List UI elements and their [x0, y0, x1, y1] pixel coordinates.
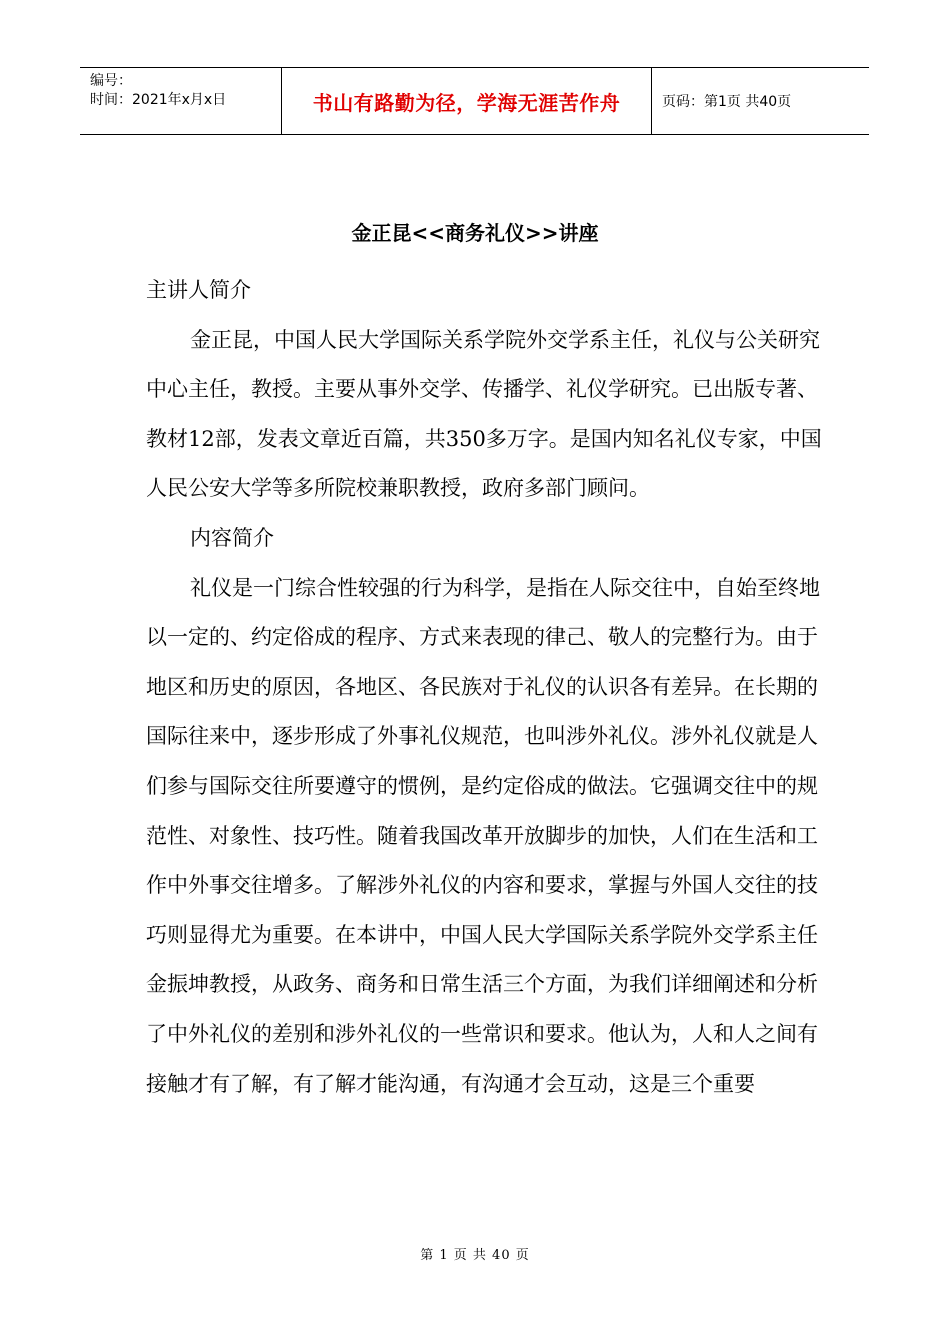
document-header — [80, 67, 869, 135]
header-motto: 书山有路勤为径，学海无涯苦作舟 — [282, 68, 652, 134]
content-intro-paragraph: 礼仪是一门综合性较强的行为科学，是指在人际交往中，自始至终地以一定的、约定俗成的程序、方式来表现的律己、敬人的完整行为。由于地区和历史的原因，各地区、各民族对于礼仪的认识各有差异。在长期的国际往来中，逐步形成了外事礼仪规范，也叫涉外礼仪。涉外礼仪就是人们参与国际交往所要遵守的惯例，是约定俗成的做法。它强调交往中的规范性、对象性、技巧性。随着我国改革开放脚步的加快，人们在生活和工作中外事交往增多。了解涉外礼仪的内容和要求，掌握与外国人交往的技巧则显得尤为重要。在本讲中，中国人民大学国际关系学院外交学系主任金振坤教授，从政务、商务和日常生活三个方面，为我们详细阐述和分析了中外礼仪的差别和涉外礼仪的一些常识和要求。他认为，人和人之间有接触才有了解，有了解才能沟通，有沟通才会互动，这是三个重要 — [146, 575, 820, 1096]
section-heading-speaker: 主讲人简介 — [146, 278, 251, 302]
header-date-label: 时间：2021年x月x日 — [90, 92, 227, 108]
header-page-info: 页码：第1页 共40页 — [662, 94, 792, 110]
header-meta — [80, 68, 282, 134]
header-number-label: 编号： — [90, 73, 132, 89]
page-footer: 第 1 页 共 40 页 — [420, 1248, 530, 1263]
document-title: 金正昆<<商务礼仪>>讲座 — [351, 221, 599, 245]
speaker-intro-paragraph: 金正昆，中国人民大学国际关系学院外交学系主任，礼仪与公关研究中心主任，教授。主要从事外交学、传播学、礼仪学研究。已出版专著、教材12部，发表文章近百篇，共350多万字。是国内知名礼仪专家，中国人民公安大学等多所院校兼职教授，政府多部门顾问。 — [146, 327, 822, 501]
document-body — [146, 266, 826, 1109]
section-heading-content: 内容简介 — [190, 525, 274, 550]
